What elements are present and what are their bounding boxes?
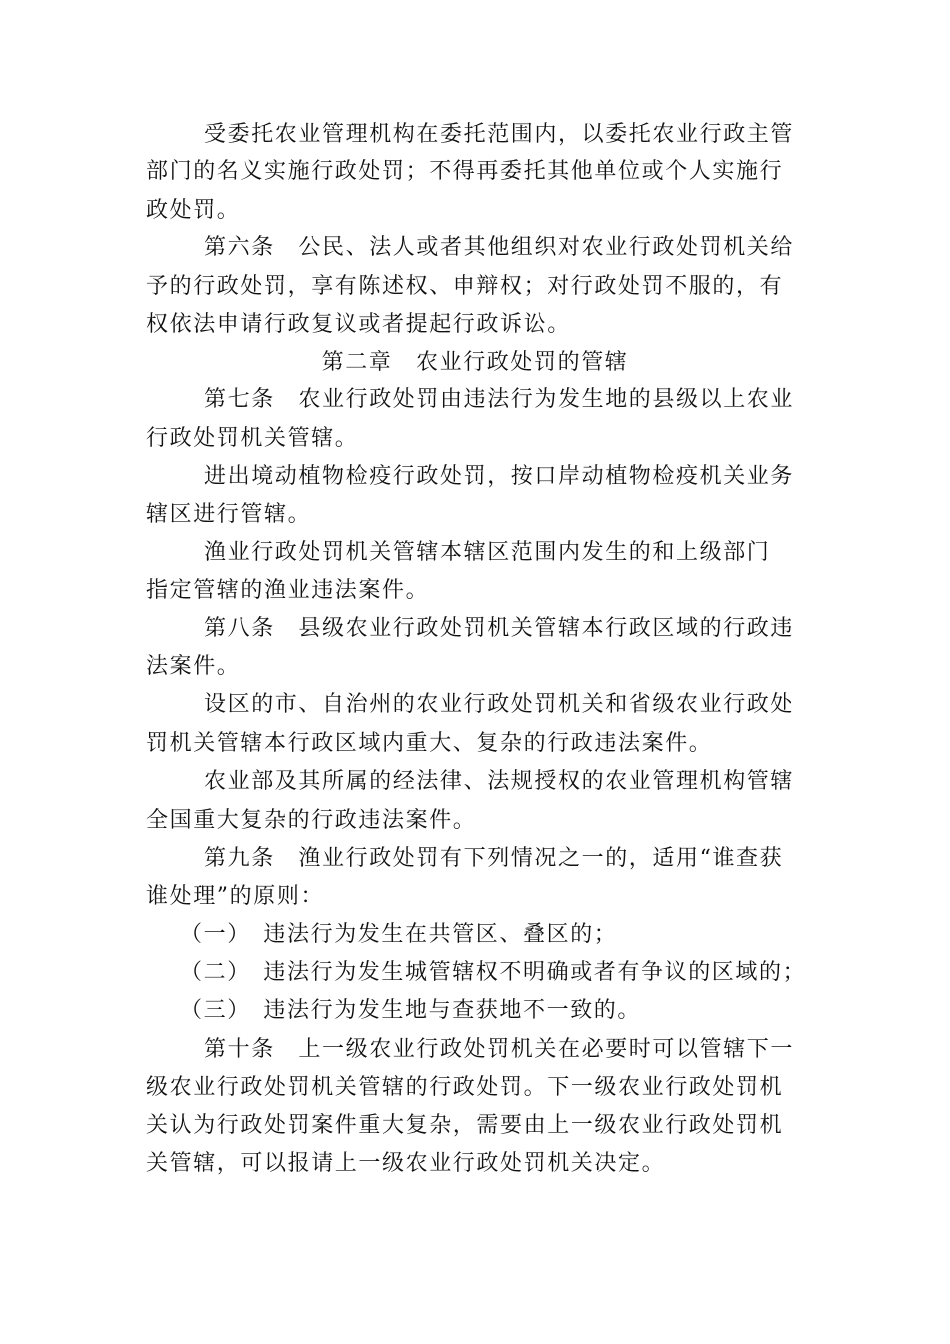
list-item: （三） 违法行为发生地与查获地不一致的。 — [180, 998, 642, 1023]
text-line: 渔业行政处罚机关管辖本辖区范围内发生的和上级部门 — [204, 540, 771, 565]
article-6-line: 第六条 公民、法人或者其他组织对农业行政处罚机关给 — [204, 235, 795, 260]
text-line: 受委托农业管理机构在委托范围内，以委托农业行政主管 — [204, 122, 795, 147]
article-10-line: 第十条 上一级农业行政处罚机关在必要时可以管辖下一 — [204, 1037, 795, 1062]
text-line: 予的行政处罚，享有陈述权、申辩权；对行政处罚不服的，有 — [146, 274, 784, 299]
text-line: 罚机关管辖本行政区域内重大、复杂的行政违法案件。 — [146, 731, 713, 756]
list-item: （二） 违法行为发生城管辖权不明确或者有争议的区域的； — [180, 960, 807, 985]
text-line: 行政处罚机关管辖。 — [146, 426, 359, 451]
text-line: 指定管辖的渔业违法案件。 — [146, 578, 430, 603]
text-line: 政处罚。 — [146, 198, 241, 223]
text-line: 设区的市、自治州的农业行政处罚机关和省级农业行政处 — [204, 692, 795, 717]
text-line: 关管辖，可以报请上一级农业行政处罚机关决定。 — [146, 1151, 666, 1176]
text-line: 权依法申请行政复议或者提起行政诉讼。 — [146, 312, 571, 337]
text-line: 谁处理”的原则： — [146, 884, 325, 909]
text-line: 农业部及其所属的经法律、法规授权的农业管理机构管辖 — [204, 769, 795, 794]
article-7-line: 第七条 农业行政处罚由违法行为发生地的县级以上农业 — [204, 387, 795, 412]
text-line: 法案件。 — [146, 654, 241, 679]
text-line: 部门的名义实施行政处罚；不得再委托其他单位或个人实施行 — [146, 159, 784, 184]
chapter-heading: 第二章 农业行政处罚的管辖 — [321, 350, 629, 375]
text-line: 关认为行政处罚案件重大复杂，需要由上一级农业行政处罚机 — [146, 1113, 784, 1138]
article-9-line: 第九条 渔业行政处罚有下列情况之一的，适用“谁查获 — [204, 846, 784, 871]
text-line: 辖区进行管辖。 — [146, 502, 312, 527]
article-8-line: 第八条 县级农业行政处罚机关管辖本行政区域的行政违 — [204, 616, 795, 641]
list-item: （一） 违法行为发生在共管区、叠区的； — [180, 922, 618, 947]
text-line: 进出境动植物检疫行政处罚，按口岸动植物检疫机关业务 — [204, 464, 795, 489]
text-line: 全国重大复杂的行政违法案件。 — [146, 808, 477, 833]
text-line: 级农业行政处罚机关管辖的行政处罚。下一级农业行政处罚机 — [146, 1075, 784, 1100]
